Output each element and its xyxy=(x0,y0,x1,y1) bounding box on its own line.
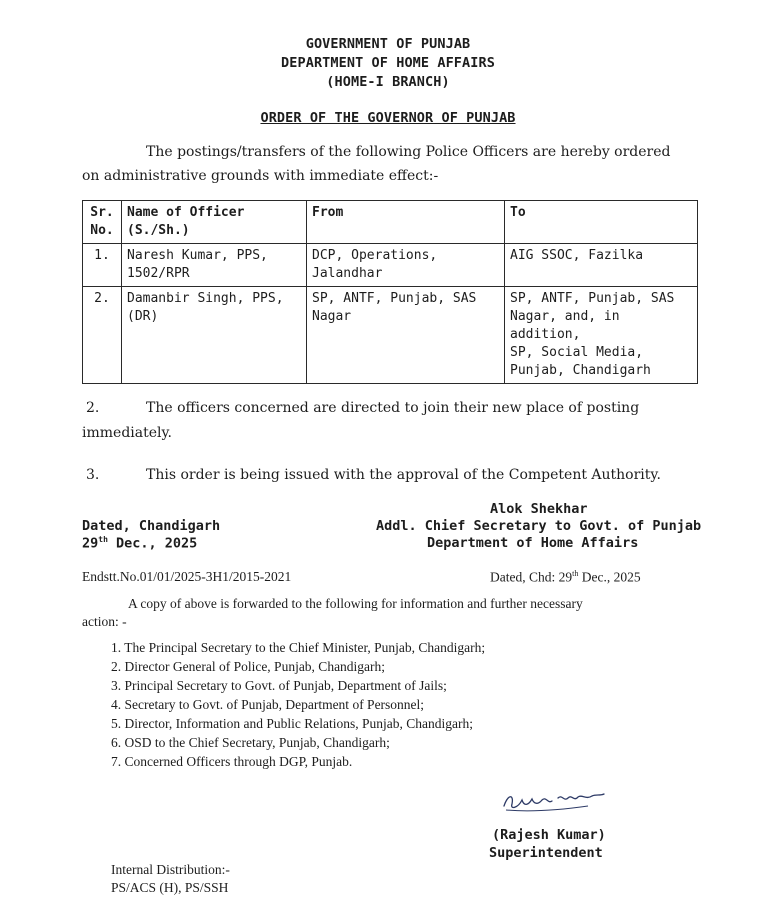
table-row xyxy=(83,244,698,287)
list-item: 6. OSD to the Chief Secretary, Punjab, Chandigarh; xyxy=(111,735,390,750)
cell-sr: 1. xyxy=(83,244,122,287)
endorsement-date: Dated, Chd: 29th Dec., 2025 xyxy=(490,569,641,585)
list-item: 3. Principal Secretary to Govt. of Punjab, Department of Jails; xyxy=(111,678,447,693)
list-item: 7. Concerned Officers through DGP, Punjab. xyxy=(111,754,353,769)
endorsement-number: Endstt.No.01/01/2025-3H1/2015-2021 xyxy=(82,569,292,584)
cell-from: DCP, Operations, Jalandhar xyxy=(307,244,505,287)
para-2-line-1: The officers concerned are directed to join their new place of posting xyxy=(146,400,640,416)
signatory-designation: Addl. Chief Secretary to Govt. of Punjab xyxy=(376,518,702,534)
branch-heading: (HOME-I BRANCH) xyxy=(326,74,450,90)
superintendent-name: (Rajesh Kumar) xyxy=(492,827,606,843)
govt-heading: GOVERNMENT OF PUNJAB xyxy=(305,36,471,52)
postings-table xyxy=(82,200,698,384)
list-item: 1. The Principal Secretary to the Chief Minister, Punjab, Chandigarh; xyxy=(111,640,486,655)
header-name: Name of Officer (S./Sh.) xyxy=(122,201,307,244)
order-title: ORDER OF THE GOVERNOR OF PUNJAB xyxy=(260,110,516,126)
cell-name: Damanbir Singh, PPS, (DR) xyxy=(122,287,307,384)
forward-line-2: action: - xyxy=(82,614,127,629)
handwritten-signature xyxy=(500,784,610,818)
cell-to: SP, ANTF, Punjab, SAS Nagar, and, in addition, SP, Social Media, Punjab, Chandigarh xyxy=(505,287,698,384)
para-3-number: 3. xyxy=(86,467,100,483)
cell-from: SP, ANTF, Punjab, SAS Nagar xyxy=(307,287,505,384)
list-item: 5. Director, Information and Public Relations, Punjab, Chandigarh; xyxy=(111,716,474,731)
superintendent-designation: Superintendent xyxy=(489,845,603,861)
header-to: To xyxy=(505,201,698,244)
dated-date: 29th Dec., 2025 xyxy=(82,535,198,552)
list-item: 2. Director General of Police, Punjab, Chandigarh; xyxy=(111,659,386,674)
para-2-line-2: immediately. xyxy=(82,425,172,441)
internal-distribution-value: PS/ACS (H), PS/SSH xyxy=(111,880,229,895)
list-item: 4. Secretary to Govt. of Punjab, Department of Personnel; xyxy=(111,697,425,712)
internal-distribution-label: Internal Distribution:- xyxy=(111,862,230,877)
intro-line-2: on administrative grounds with immediate effect:- xyxy=(82,168,439,184)
para-2-number: 2. xyxy=(86,400,100,416)
signatory-name: Alok Shekhar xyxy=(490,501,588,517)
dated-place: Dated, Chandigarh xyxy=(82,518,221,534)
header-sr-no: Sr. No. xyxy=(83,201,122,244)
para-3-text: This order is being issued with the approval of the Competent Authority. xyxy=(146,467,661,483)
cell-sr: 2. xyxy=(83,287,122,384)
forward-line-1: A copy of above is forwarded to the following for information and further necessary xyxy=(128,596,583,611)
table-header-row xyxy=(83,201,698,244)
signatory-department: Department of Home Affairs xyxy=(427,535,639,551)
cell-to: AIG SSOC, Fazilka xyxy=(505,244,698,287)
table-row xyxy=(83,287,698,384)
recipient-list xyxy=(111,638,485,771)
cell-name: Naresh Kumar, PPS, 1502/RPR xyxy=(122,244,307,287)
header-from: From xyxy=(307,201,505,244)
department-heading: DEPARTMENT OF HOME AFFAIRS xyxy=(281,55,495,71)
intro-line-1: The postings/transfers of the following Police Officers are hereby ordered xyxy=(146,144,671,160)
